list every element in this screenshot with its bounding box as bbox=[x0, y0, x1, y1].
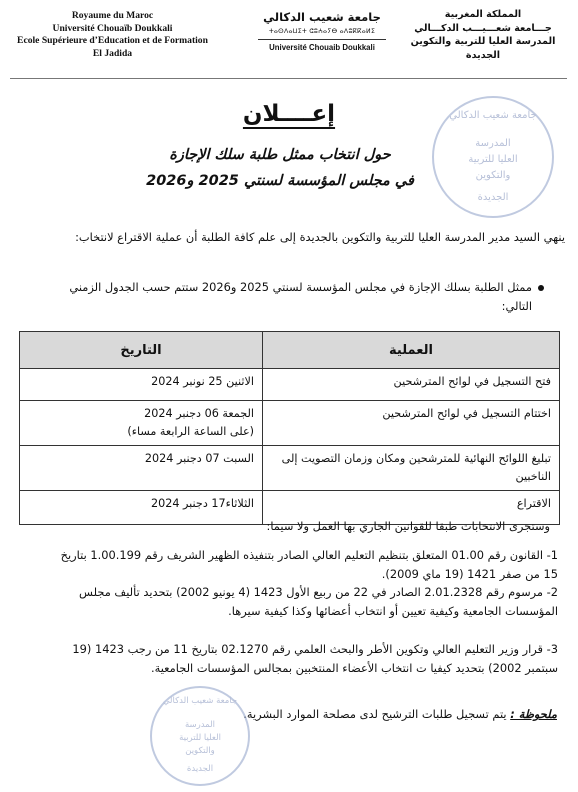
table-cell-date bbox=[20, 401, 263, 446]
date-text: الاثنين 25 نونبر 2024 bbox=[151, 375, 254, 388]
header-left-line: Royaume du Maroc bbox=[71, 10, 154, 21]
table-row bbox=[20, 369, 560, 401]
table-cell-operation: فتح التسجيل في لوائح المترشحين bbox=[263, 369, 560, 401]
subtitle-line: في مجلس المؤسسة لسنتي 2025 و2026 bbox=[146, 173, 414, 189]
legal-intro: وستجرى الانتخابات طبقا للقوانين الجاري بها العمل ولا سيما: bbox=[266, 519, 550, 533]
table-cell-operation: تبليغ اللوائح النهائية للمترشحين ومكان وزمان التصويت إلى الناخبين bbox=[263, 446, 560, 491]
stamp-text: المدرسة bbox=[475, 138, 511, 149]
bullet-icon bbox=[538, 285, 544, 291]
note-text: يتم تسجيل طلبات الترشيح لدى مصلحة الموارد البشرية. bbox=[243, 707, 507, 721]
table-header-row bbox=[20, 332, 560, 369]
header-left-line: El Jadida bbox=[92, 47, 133, 59]
date-text: الجمعة 06 دجنبر 2024 bbox=[144, 407, 254, 420]
date-text: السبت 07 دجنبر 2024 bbox=[144, 452, 254, 465]
university-logo bbox=[258, 10, 386, 52]
table-cell-date bbox=[20, 446, 263, 491]
stamp-text: والتكوين bbox=[475, 170, 511, 181]
header-right-line: المدرسة العليا للتربية والتكوين bbox=[410, 36, 556, 48]
stamp-text: الجديدة bbox=[186, 764, 214, 774]
stamp-bottom bbox=[150, 686, 250, 786]
date-note: (على الساعة الرابعة مساء) bbox=[127, 425, 254, 438]
header-right-line: جـــامعة شعـــيـــب الدكـــالي bbox=[414, 22, 552, 34]
date-text: الثلاثاء17 دجنبر 2024 bbox=[150, 497, 254, 510]
header-right-line: المملكة المغربية bbox=[444, 9, 522, 20]
subtitle-line: حول انتخاب ممثل طلبة سلك الإجازة bbox=[169, 147, 391, 163]
note-label: ملحوظة : bbox=[510, 707, 557, 721]
schedule-table bbox=[19, 331, 560, 525]
intro-paragraph: ينهي السيد مدير المدرسة العليا للتربية والتكوين بالجديدة إلى علم كافة الطلبة أن عملية الاقتراع لانتخاب: bbox=[75, 230, 565, 244]
column-header-date: التاريخ bbox=[20, 332, 263, 369]
table-row bbox=[20, 401, 560, 446]
logo-arabic-name: جامعة شعيب الدكالي bbox=[263, 10, 381, 24]
table-row bbox=[20, 446, 560, 491]
stamp-text: المدرسة bbox=[184, 720, 216, 730]
stamp-text: العليا للتربية bbox=[468, 154, 518, 165]
legal-item: 1- القانون رقم 01.00 المتعلق بتنظيم التعليم العالي الصادر بتنفيذه الظهير الشريف رقم 1.00.199 بتاريخ 15 من صفر 1421 (19 ماي 2009). bbox=[60, 548, 558, 581]
stamp-text: العليا للتربية bbox=[179, 733, 221, 743]
header-right-line: الجديدة bbox=[465, 49, 501, 61]
header-left-line: Ecole Supérieure d’Education et de Formation bbox=[17, 35, 208, 47]
stamp-text: جامعة شعيب الدكالي bbox=[449, 110, 537, 121]
header-right-block bbox=[398, 8, 568, 62]
stamp-text: والتكوين bbox=[185, 746, 215, 756]
table-cell-date bbox=[20, 369, 263, 401]
logo-tifinagh-name: ⵜⴰⵙⴷⴰⵡⵉⵜ ⵛⵓⵄⴰⵢⴱ ⴰⴷⵓⴽⴽⴰⵍⵉ bbox=[268, 28, 376, 35]
page-title: إعــــلان bbox=[242, 101, 336, 127]
column-header-operation: العملية bbox=[263, 332, 560, 369]
bullet-paragraph: ممثل الطلبة بسلك الإجازة في مجلس المؤسسة لسنتي 2025 و2026 ستتم حسب الجدول الزمني التالي: bbox=[69, 280, 532, 313]
stamp-text: الجديدة bbox=[477, 192, 509, 203]
header-left-block bbox=[10, 10, 215, 60]
header-left-line: Université Chouaïb Doukkali bbox=[52, 22, 173, 34]
table-cell-operation: اختتام التسجيل في لوائح المترشحين bbox=[263, 401, 560, 446]
legal-item: 2- مرسوم رقم 2.01.2328 الصادر في 22 من ربيع الأول 1423 (4 يونيو 2002) بتحديد تأليف مجلس المؤسسات الجامعية وكيفية تعيين أو انتخاب أعضائها وكذا كيفية سيرها. bbox=[79, 585, 558, 618]
legal-item: 3- قرار وزير التعليم العالي وتكوين الأطر والبحث العلمي رقم 02.1270 بتاريخ 11 من رجب 1423 (19 سبتمبر 2002) بتحديد كيفيا ت انتخاب الأعضاء المنتخبين بمجالس المؤسسات الجامعية. bbox=[72, 642, 558, 675]
logo-latin-name: Université Chouaib Doukkali bbox=[258, 39, 386, 52]
stamp-text: جامعة شعيب الدكالي bbox=[162, 696, 238, 706]
table-cell-operation: الاقتراع bbox=[263, 491, 560, 525]
header-divider bbox=[10, 78, 567, 79]
